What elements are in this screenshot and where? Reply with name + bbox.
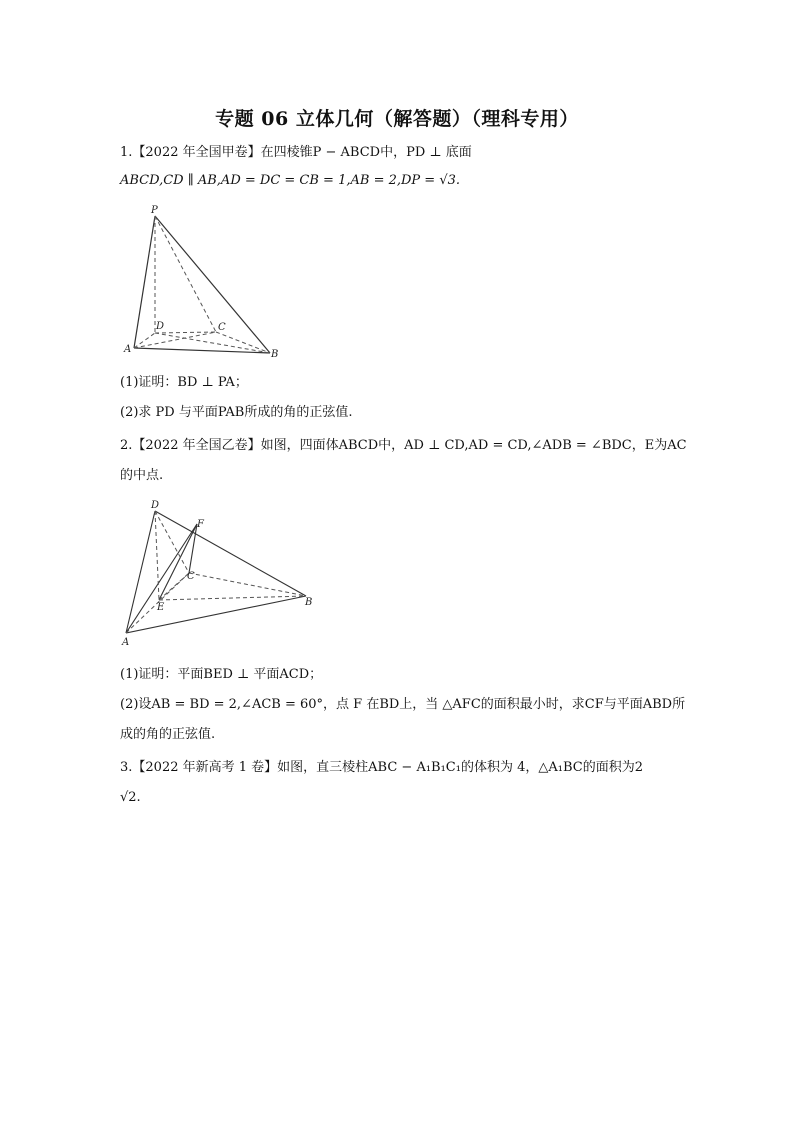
page-title: 专题 06 立体几何（解答题）（理科专用） <box>215 108 579 130</box>
q2-part2-line1: (2)设AB = BD = 2,∠ACB = 60°，点 F 在BD上，当 △AFC的面积最小时，求CF与平面ABD所 <box>120 697 686 712</box>
q2-tetrahedron-figure <box>118 496 323 648</box>
q2-part2-line2: 成的角的正弦值. <box>120 727 216 742</box>
q2-label-d: D <box>151 500 160 511</box>
q3-stem-line1: 3.【2022 年新高考 1 卷】如图，直三棱柱ABC − A₁B₁C₁的体积为 4，△A₁BC的面积为2 <box>120 760 643 775</box>
q3-stem-line2: √2. <box>120 790 141 805</box>
q1-label-d: D <box>156 321 165 332</box>
q2-stem-line1: 2.【2022 年全国乙卷】如图，四面体ABCD中，AD ⊥ CD,AD = CD,∠ADB = ∠BDC，E为AC <box>120 438 687 453</box>
q2-label-e: E <box>157 602 165 613</box>
q1-part1: (1)证明：BD ⊥ PA； <box>120 375 248 390</box>
q1-stem-line1: 1.【2022 年全国甲卷】在四棱锥P − ABCD中，PD ⊥ 底面 <box>120 145 472 160</box>
q1-label-p: P <box>151 205 158 216</box>
q2-label-b: B <box>305 597 313 608</box>
q1-part2: (2)求 PD 与平面PAB所成的角的正弦值. <box>120 405 353 420</box>
q1-stem-line2: ABCD,CD ∥ AB,AD = DC = CB = 1,AB = 2,DP = √3. <box>120 173 461 188</box>
q2-stem-line2: 的中点. <box>120 468 164 483</box>
q1-pyramid-figure <box>120 202 290 362</box>
q2-label-c: C <box>187 571 195 582</box>
q2-part1: (1)证明：平面BED ⊥ 平面ACD； <box>120 667 323 682</box>
q2-label-a: A <box>122 637 130 648</box>
q1-label-a: A <box>124 344 132 355</box>
q1-label-b: B <box>271 349 279 360</box>
q1-label-c: C <box>218 322 226 333</box>
q2-label-f: F <box>197 519 204 530</box>
